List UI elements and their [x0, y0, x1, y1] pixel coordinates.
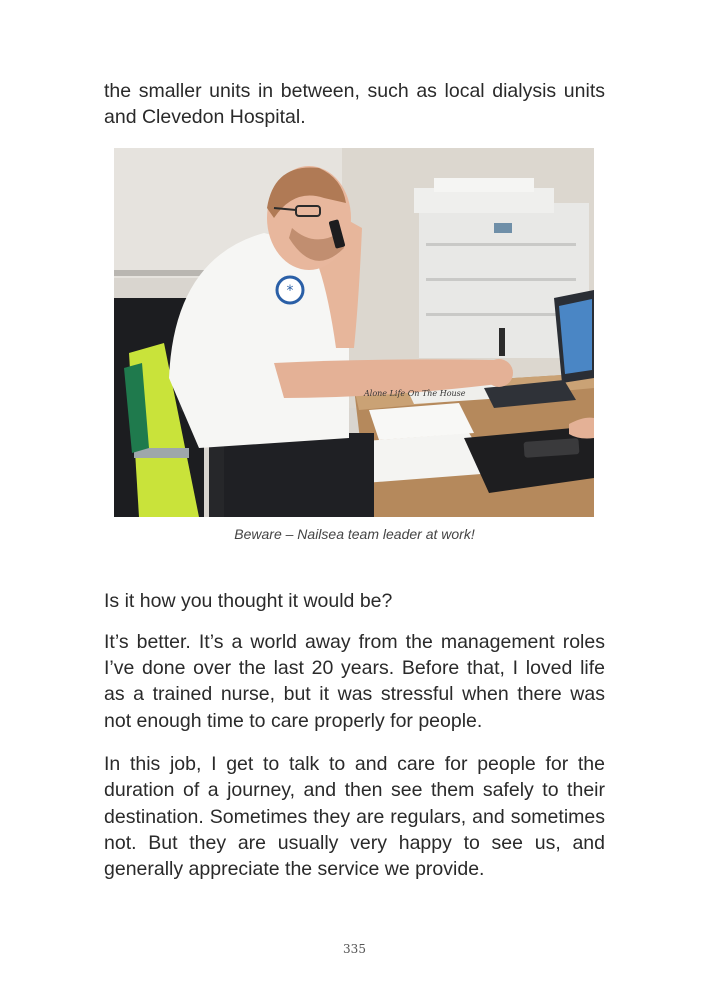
intro-paragraph: the smaller units in between, such as local dialysis units and Clevedon Hospital.: [104, 80, 605, 129]
photo-team-leader: [114, 148, 594, 517]
photo-caption: Beware – Nailsea team leader at work!: [234, 525, 475, 542]
answer-paragraph-2: In this job, I get to talk to and care for people for the duration of a journey, and then see them safely to their destination. Sometimes they are regulars, and sometimes not. But they are usually very happy to see us, and generally appreciate the service we provide.: [104, 753, 605, 881]
svg-text:*: *: [286, 282, 294, 299]
photo-illustration: [114, 148, 594, 517]
photo-figure: [104, 148, 605, 542]
question-heading: Is it how you thought it would be?: [104, 589, 393, 612]
tattoo-text: Alone Life On The House: [364, 388, 466, 398]
page-content: [104, 78, 605, 883]
page-number: 335: [343, 942, 366, 956]
answer-paragraph-1: It’s better. It’s a world away from the management roles I’ve done over the last 20 years. Before that, I loved life as a trained nurse, but it was stressful when there was not enough time to care properly for people.: [104, 630, 605, 732]
